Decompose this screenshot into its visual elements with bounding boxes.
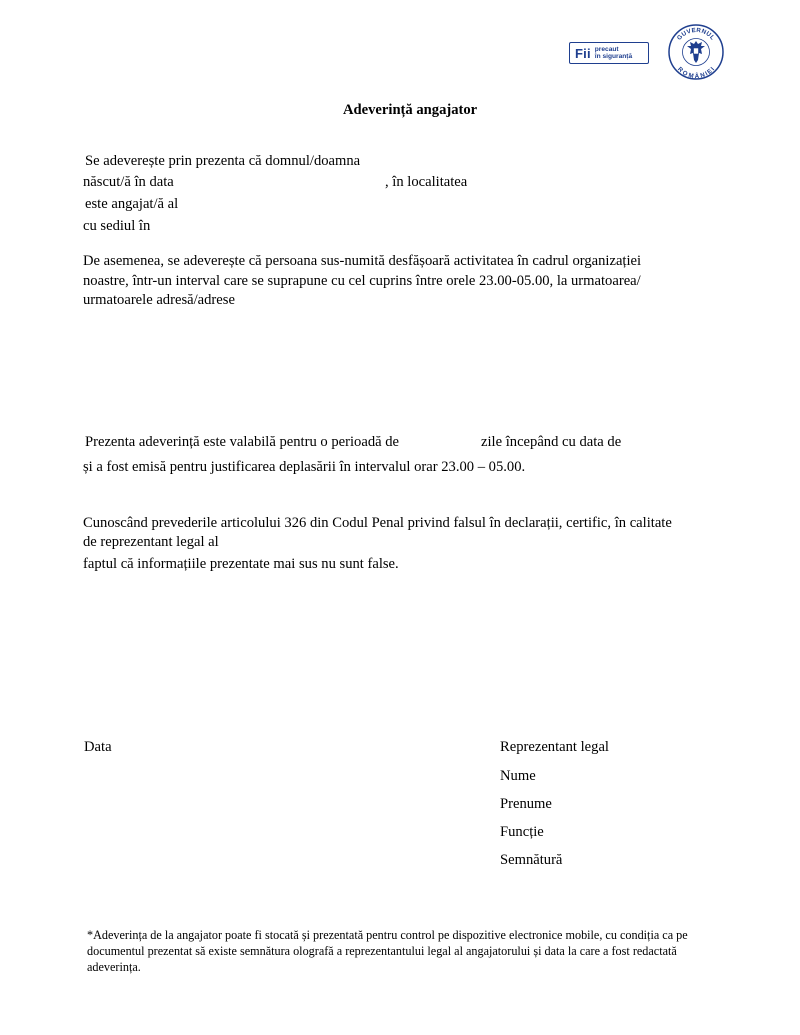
employer-label: este angajat/ă al bbox=[85, 196, 179, 212]
logo-fii-text: Fii bbox=[575, 45, 591, 61]
employee-name-line: Se adeverește prin prezenta că domnul/doamna bbox=[85, 153, 361, 169]
footnote-line-2: documentul prezentat să existe semnătura olografă a reprezentantului legal al angajatorului și data la care a fost redactată bbox=[87, 944, 677, 958]
declaration-line-1: Cunoscând prevederile articolului 326 din Codul Penal privind falsul în declarații, certific, în calitate bbox=[83, 515, 672, 531]
validity-start-label: zile începând cu data de bbox=[481, 434, 622, 450]
birth-date-label: născut/ă în data bbox=[83, 174, 174, 190]
fii-precaut-logo bbox=[569, 42, 649, 64]
seal-top-text: GUVERNUL bbox=[675, 26, 717, 42]
headquarters-label: cu sediul în bbox=[83, 218, 151, 234]
seal-bottom-text: ROMÂNIEI bbox=[676, 65, 717, 80]
signature-label: Semnătură bbox=[500, 852, 563, 868]
last-name-label: Nume bbox=[500, 768, 536, 784]
function-label: Funcție bbox=[500, 824, 544, 840]
activity-paragraph-line-3: urmatoarele adresă/adrese bbox=[83, 292, 235, 308]
document-title: Adeverință angajator bbox=[343, 102, 478, 118]
footnote-line-1: *Adeverința de la angajator poate fi stocată și prezentată pentru control pe dispozitive electronice mobile, cu condiția ca pe bbox=[87, 928, 688, 942]
government-seal-icon bbox=[668, 24, 724, 80]
validity-period-label: Prezenta adeverință este valabilă pentru o perioadă de bbox=[85, 434, 400, 450]
activity-paragraph-line-2: noastre, într-un interval care se suprapune cu cel cuprins între orele 23.00-05.00, la urmatoarea/ bbox=[83, 273, 641, 289]
footnote-line-3: adeverința. bbox=[87, 960, 141, 974]
birth-locality-label: , în localitatea bbox=[385, 174, 468, 190]
validity-purpose-line: și a fost emisă pentru justificarea deplasării în intervalul orar 23.00 – 05.00. bbox=[83, 459, 526, 475]
declaration-line-3: faptul că informațiile prezentate mai sus nu sunt false. bbox=[83, 556, 399, 572]
declaration-line-2: de reprezentant legal al bbox=[83, 534, 219, 550]
date-label: Data bbox=[84, 739, 112, 755]
legal-representative-label: Reprezentant legal bbox=[500, 739, 609, 755]
activity-paragraph-line-1: De asemenea, se adeverește că persoana sus-numită desfășoară activitatea în cadrul organizației bbox=[83, 253, 642, 269]
logo-in-siguranta-text: în siguranță bbox=[594, 53, 633, 60]
first-name-label: Prenume bbox=[500, 796, 552, 812]
logo-precaut-text: precaut bbox=[594, 46, 619, 53]
